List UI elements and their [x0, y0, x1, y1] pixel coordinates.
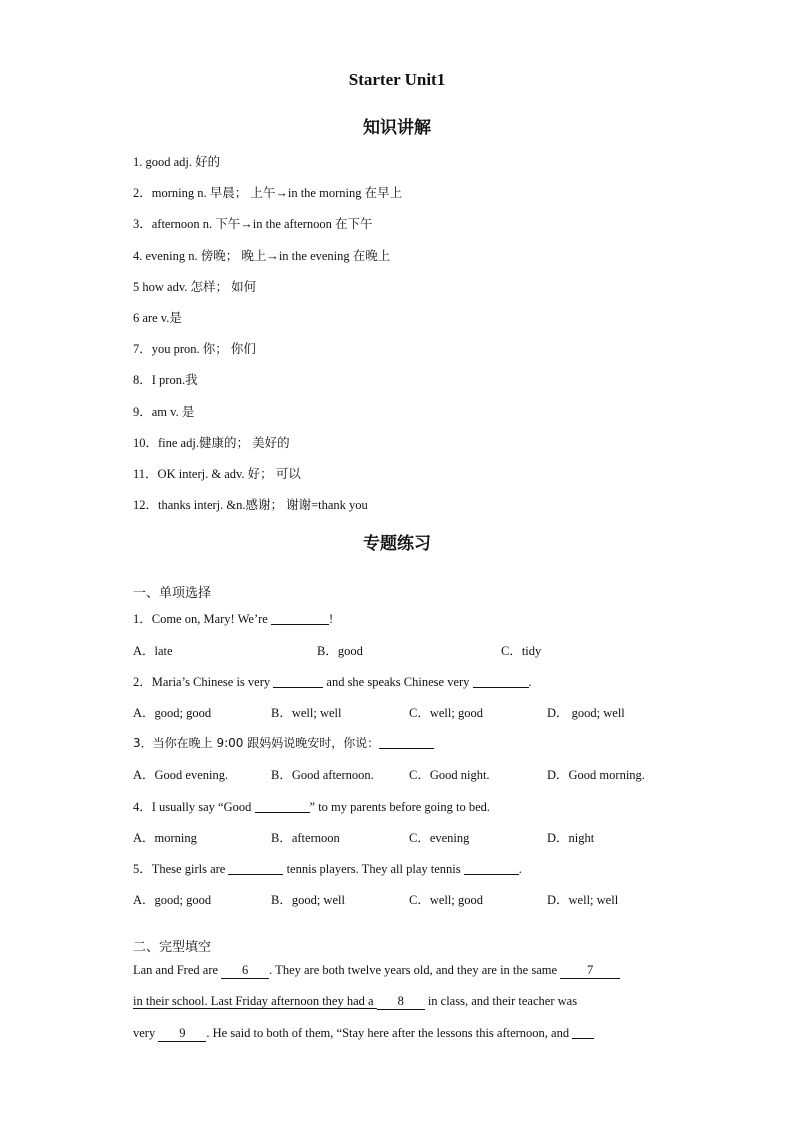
cloze-blank-10[interactable] — [572, 1025, 594, 1039]
vocab-item: 1. good adj. 好的 — [133, 155, 221, 169]
answer-blank[interactable] — [464, 861, 519, 875]
vocab-item: 3．afternoon n. 下午→in the afternoon 在下午 — [133, 217, 373, 231]
vocab-item: 10．fine adj.健康的； 美好的 — [133, 436, 290, 450]
option[interactable]: A．late — [133, 644, 173, 658]
option[interactable]: C．Good night. — [409, 768, 490, 782]
cloze-line-3: very 9 . He said to both of them, “Stay here after the lessons this afternoon, and — [133, 1025, 594, 1042]
answer-blank[interactable] — [228, 861, 283, 875]
cloze-line-2: in their school. Last Friday afternoon they had a 8 in class, and their teacher was — [133, 994, 578, 1008]
option[interactable]: D．well; well — [547, 893, 619, 907]
option[interactable]: C．well; good — [409, 893, 483, 907]
answer-blank[interactable] — [473, 674, 529, 688]
section-title-practice: 专题练习 — [363, 534, 431, 554]
option[interactable]: A．morning — [133, 831, 197, 845]
vocab-item: 12．thanks interj. &n.感谢； 谢谢=thank you — [133, 498, 368, 512]
section-title-knowledge: 知识讲解 — [363, 118, 431, 138]
option[interactable]: B．well; well — [271, 706, 342, 720]
part-title-cloze: 二、完型填空 — [133, 940, 212, 955]
option[interactable]: B．good; well — [271, 893, 345, 907]
options-1 — [133, 641, 693, 659]
option[interactable]: B．afternoon — [271, 831, 340, 845]
question-2: 2．Maria’s Chinese is very and she speaks Chinese very . — [133, 675, 532, 689]
vocab-item: 8．I pron.我 — [133, 373, 198, 387]
answer-blank[interactable] — [255, 799, 310, 813]
question-4: 4．I usually say “Good ” to my parents before going to bed. — [133, 800, 491, 814]
document-title: Starter Unit1 — [348, 70, 446, 89]
vocab-item: 11．OK interj. & adv. 好； 可以 — [133, 467, 301, 481]
vocab-item: 6 are v.是 — [133, 311, 182, 325]
vocab-item: 9．am v. 是 — [133, 405, 195, 419]
answer-blank[interactable] — [379, 735, 434, 749]
cloze-blank-6[interactable]: 6 — [221, 963, 269, 979]
part-title-multiple-choice: 一、单项选择 — [133, 586, 212, 601]
options-4 — [133, 828, 693, 846]
option[interactable]: C．well; good — [409, 706, 483, 720]
option[interactable]: C．evening — [409, 831, 470, 845]
option[interactable]: A．good; good — [133, 706, 212, 720]
answer-blank[interactable] — [273, 674, 323, 688]
options-5 — [133, 890, 693, 908]
vocab-item: 4. evening n. 傍晚； 晚上→in the evening 在晚上 — [133, 249, 391, 263]
question-3: 3．当你在晚上 9:00 跟妈妈说晚安时，你说： — [133, 734, 434, 751]
vocab-item: 5 how adv. 怎样； 如何 — [133, 280, 257, 294]
options-3 — [133, 765, 693, 783]
option[interactable]: D．Good morning. — [547, 768, 645, 782]
option[interactable]: B．good — [317, 644, 363, 658]
cloze-line-1: Lan and Fred are 6 . They are both twelve years old, and they are in the same 7 — [133, 963, 620, 979]
cloze-blank-7[interactable]: 7 — [560, 963, 620, 979]
vocab-item: 7．you pron. 你； 你们 — [133, 342, 256, 356]
option[interactable]: B．Good afternoon. — [271, 768, 374, 782]
option[interactable]: D．night — [547, 831, 595, 845]
cloze-blank-8[interactable]: 8 — [377, 994, 425, 1010]
options-2 — [133, 703, 693, 721]
vocab-item: 2．morning n. 早晨； 上午→in the morning 在早上 — [133, 186, 403, 200]
cloze-blank-9[interactable]: 9 — [158, 1026, 206, 1042]
answer-blank[interactable] — [271, 611, 329, 625]
question-1: 1．Come on, Mary! We’re ! — [133, 612, 334, 626]
option[interactable]: A．good; good — [133, 893, 212, 907]
question-5: 5．These girls are tennis players. They all play tennis . — [133, 862, 522, 876]
option[interactable]: A．Good evening. — [133, 768, 229, 782]
option[interactable]: C．tidy — [501, 644, 542, 658]
option[interactable]: D． good; well — [547, 706, 625, 720]
